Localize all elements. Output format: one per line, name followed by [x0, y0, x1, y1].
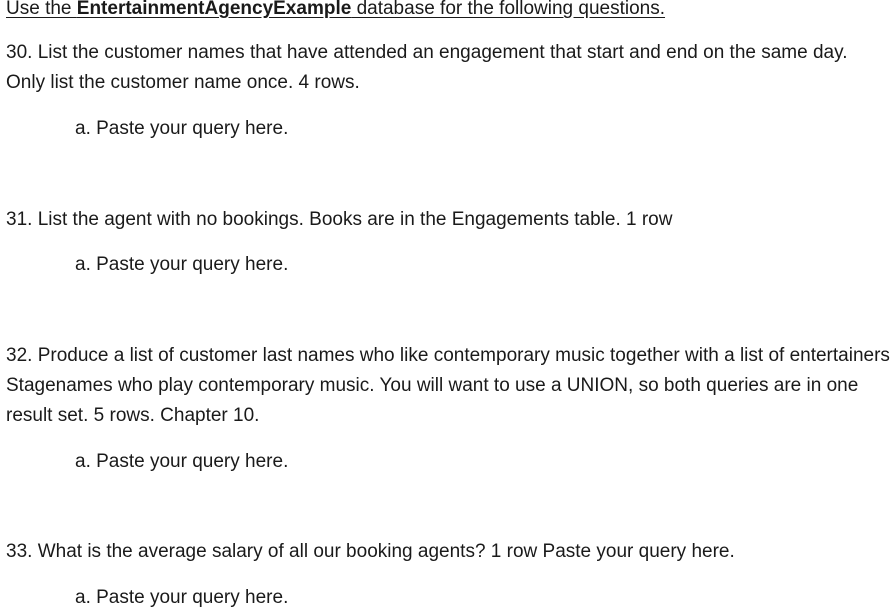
- document-page: [6, 0, 890, 613]
- question-33: 33. What is the average salary of all our booking agents? 1 row Paste your query here.: [6, 541, 735, 562]
- intro-prefix: Use the: [6, 0, 77, 19]
- question-32: 32. Produce a list of customer last names who like contemporary music together with a list of entertainers Stagenames who play contemporary music. You will want to use a UNION, so both queries are in one result set. 5 rows. Chapter 10.: [6, 345, 890, 426]
- question-31-answer-prompt: a. Paste your query here.: [75, 254, 289, 275]
- question-31: 31. List the agent with no bookings. Books are in the Engagements table. 1 row: [6, 209, 673, 230]
- question-30: 30. List the customer names that have attended an engagement that start and end on the same day. Only list the customer name once. 4 rows.: [6, 42, 848, 93]
- intro-line: [6, 0, 890, 24]
- question-33-answer-prompt: a. Paste your query here.: [75, 587, 289, 608]
- question-30-answer-prompt: a. Paste your query here.: [75, 118, 289, 139]
- database-name: EntertainmentAgencyExample: [76, 0, 352, 19]
- intro-suffix: database for the following questions.: [351, 0, 666, 19]
- question-32-answer-prompt: a. Paste your query here.: [75, 451, 289, 472]
